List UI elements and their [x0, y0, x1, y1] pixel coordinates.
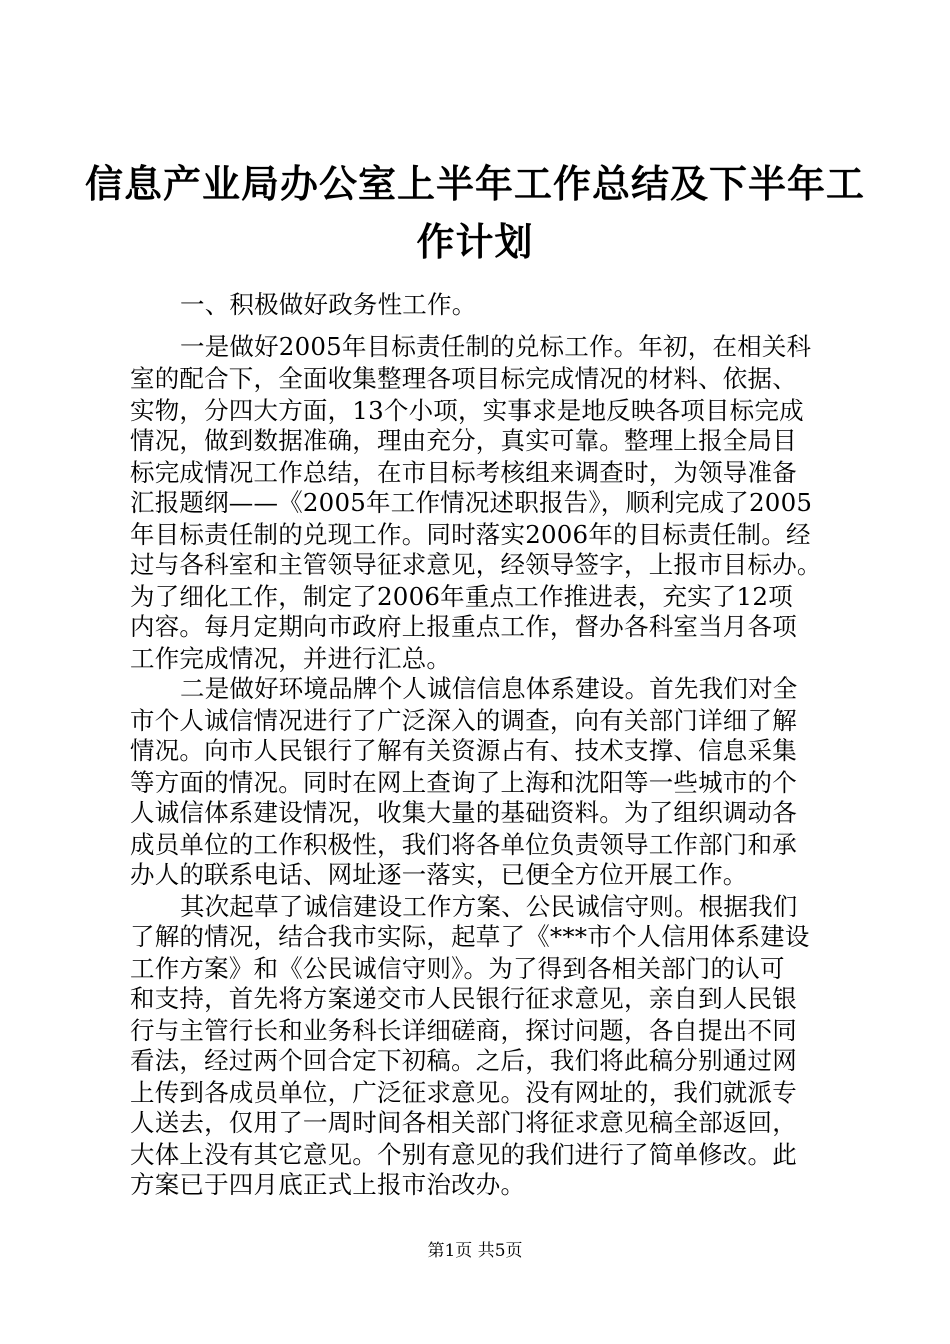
- body-line: 二是做好环境品牌个人诚信信息体系建设。首先我们对全: [180, 674, 798, 703]
- body-line: 方案已于四月底正式上报市治改办。: [130, 1170, 526, 1199]
- body-line: 了解的情况，结合我市实际，起草了《***市个人信用体系建设: [130, 922, 810, 951]
- page-footer: 第1页 共5页: [427, 1241, 523, 1261]
- document-title-line-2: 作计划: [416, 219, 534, 264]
- body-line: 等方面的情况。同时在网上查询了上海和沈阳等一些城市的个: [130, 768, 797, 797]
- body-line: 办人的联系电话、网址逐一落实，已便全方位开展工作。: [130, 860, 748, 889]
- body-line: 为了细化工作，制定了2006年重点工作推进表，充实了12项: [130, 582, 793, 611]
- body-line: 一、积极做好政务性工作。: [180, 290, 477, 319]
- body-line: 人送去，仅用了一周时间各相关部门将征求意见稿全部返回，: [130, 1108, 797, 1137]
- body-line: 汇报题纲——《2005年工作情况述职报告》，顺利完成了2005: [130, 488, 813, 517]
- body-line: 室的配合下，全面收集整理各项目标完成情况的材料、依据、: [130, 364, 797, 393]
- body-line: 成员单位的工作积极性，我们将各单位负责领导工作部门和承: [130, 830, 797, 859]
- body-line: 过与各科室和主管领导征求意见，经领导签字，上报市目标办。: [130, 550, 822, 579]
- body-line: 人诚信体系建设情况，收集大量的基础资料。为了组织调动各: [130, 798, 797, 827]
- body-line: 一是做好2005年目标责任制的兑标工作。年初，在相关科: [180, 332, 812, 361]
- body-line: 大体上没有其它意见。个别有意见的我们进行了简单修改。此: [130, 1140, 797, 1169]
- body-line: 其次起草了诚信建设工作方案、公民诚信守则。根据我们: [180, 892, 798, 921]
- body-line: 看法，经过两个回合定下初稿。之后，我们将此稿分别通过网: [130, 1046, 797, 1075]
- document-title-line-1: 信息产业局办公室上半年工作总结及下半年工: [84, 161, 865, 206]
- body-line: 行与主管行长和业务科长详细磋商，探讨问题，各自提出不同: [130, 1016, 797, 1045]
- body-line: 工作完成情况，并进行汇总。: [130, 644, 452, 673]
- body-line: 标完成情况工作总结，在市目标考核组来调查时，为领导准备: [130, 458, 797, 487]
- body-line: 年目标责任制的兑现工作。同时落实2006年的目标责任制。经: [130, 520, 811, 549]
- body-line: 工作方案》和《公民诚信守则》。为了得到各相关部门的认可: [130, 954, 785, 983]
- body-line: 市个人诚信情况进行了广泛深入的调查，向有关部门详细了解: [130, 706, 797, 735]
- body-line: 情况，做到数据准确，理由充分，真实可靠。整理上报全局目: [130, 426, 797, 455]
- body-line: 上传到各成员单位，广泛征求意见。没有网址的，我们就派专: [130, 1078, 797, 1107]
- body-line: 内容。每月定期向市政府上报重点工作，督办各科室当月各项: [130, 612, 797, 641]
- body-line: 情况。向市人民银行了解有关资源占有、技术支撑、信息采集: [130, 736, 797, 765]
- body-line: 实物，分四大方面，13个小项，实事求是地反映各项目标完成: [130, 396, 804, 425]
- body-line: 和支持，首先将方案递交市人民银行征求意见，亲自到人民银: [130, 984, 797, 1013]
